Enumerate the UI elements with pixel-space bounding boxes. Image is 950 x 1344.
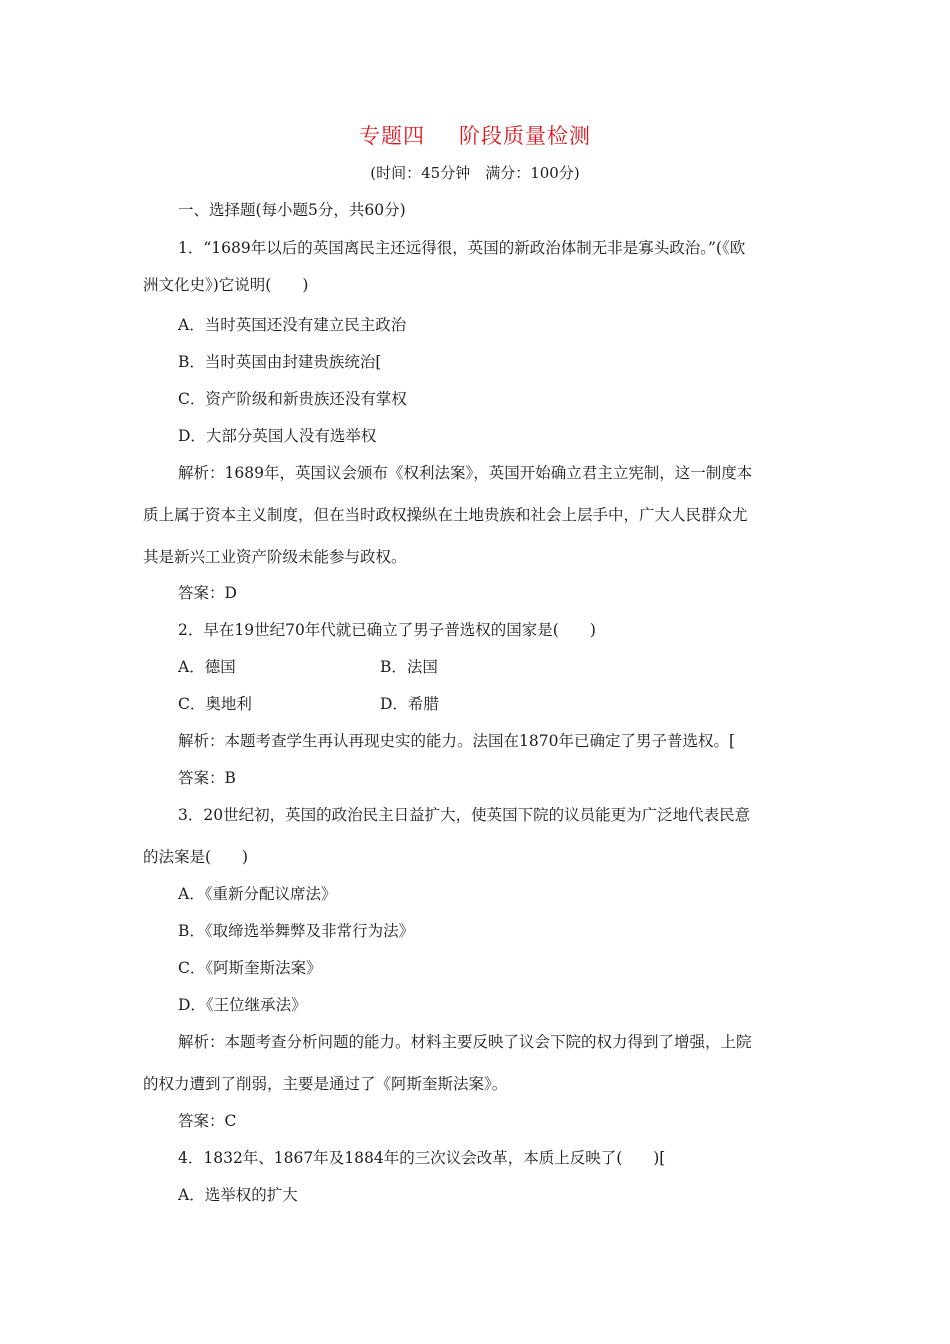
- q1-option-c: C．资产阶级和新贵族还没有掌权: [178, 390, 407, 408]
- q3-analysis-line1: 解析：本题考查分析问题的能力。材料主要反映了议会下院的权力得到了增强，上院: [178, 1033, 752, 1051]
- q3-answer: 答案：C: [178, 1112, 237, 1130]
- exam-info: (时间：45分钟 满分：100分): [370, 164, 580, 182]
- q1-stem-line1: 1．“1689年以后的英国离民主还远得很，英国的新政治体制无非是寡头政治。”(《欧: [178, 239, 746, 257]
- q1-analysis-line1: 解析：1689年，英国议会颁布《权利法案》，英国开始确立君主立宪制，这一制度本: [178, 464, 753, 482]
- q3-option-c: C．《阿斯奎斯法案》: [178, 959, 322, 977]
- section-heading: 一、选择题(每小题5分，共60分): [178, 201, 406, 219]
- q3-option-b: B．《取缔选举舞弊及非常行为法》: [178, 922, 415, 940]
- q3-stem-line1: 3．20世纪初，英国的政治民主日益扩大，使英国下院的议员能更为广泛地代表民意: [178, 806, 751, 824]
- q1-analysis-line2: 质上属于资本主义制度，但在当时政权操纵在土地贵族和社会上层手中，广大人民群众尤: [143, 506, 748, 524]
- q4-option-a: A．选举权的扩大: [178, 1186, 298, 1204]
- q1-option-a: A．当时英国还没有建立民主政治: [178, 316, 407, 334]
- q3-analysis-line2: 的权力遭到了削弱，主要是通过了《阿斯奎斯法案》。: [143, 1075, 508, 1093]
- q2-option-c: C．奥地利: [178, 695, 252, 713]
- q2-stem: 2．早在19世纪70年代就已确立了男子普选权的国家是( ): [178, 621, 596, 639]
- q3-option-a: A．《重新分配议席法》: [178, 885, 337, 903]
- page-title: [0, 120, 950, 150]
- q1-option-b: B．当时英国由封建贵族统治[: [178, 353, 382, 371]
- title-part-1: 专题四: [359, 124, 425, 148]
- q2-answer: 答案：B: [178, 769, 236, 787]
- q3-stem-line2: 的法案是( ): [143, 848, 249, 866]
- q3-option-d: D．《王位继承法》: [178, 996, 307, 1014]
- q2-option-b: B．法国: [380, 658, 438, 676]
- title-part-2: 阶段质量检测: [459, 124, 591, 148]
- q2-option-d: D．希腊: [380, 695, 439, 713]
- q1-analysis-line3: 其是新兴工业资产阶级未能参与政权。: [143, 548, 407, 566]
- q4-stem: 4．1832年、1867年及1884年的三次议会改革，本质上反映了( )[: [178, 1149, 666, 1167]
- q2-analysis: 解析：本题考查学生再认再现史实的能力。法国在1870年已确定了男子普选权。[: [178, 732, 735, 750]
- q2-option-a: A．德国: [178, 658, 236, 676]
- q1-answer: 答案：D: [178, 584, 237, 602]
- q1-option-d: D．大部分英国人没有选举权: [178, 427, 377, 445]
- q1-stem-line2: 洲文化史》)它说明( ): [143, 276, 309, 294]
